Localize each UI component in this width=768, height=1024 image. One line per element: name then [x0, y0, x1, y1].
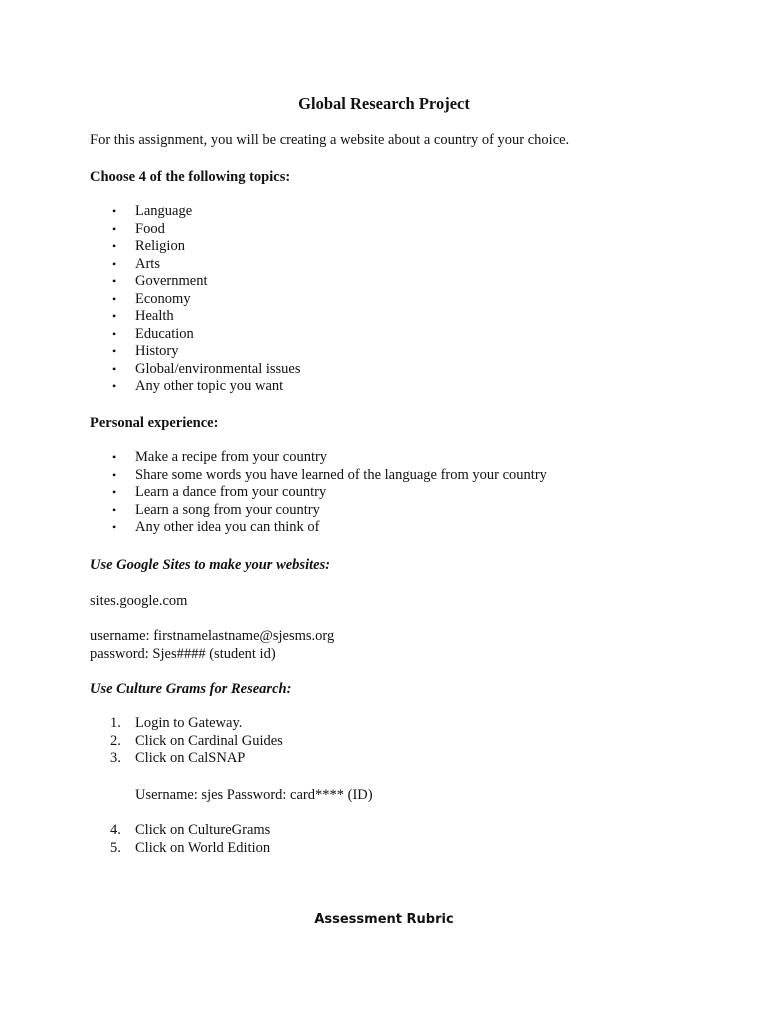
experience-heading: Personal experience:	[90, 415, 219, 431]
bullet-icon: •	[112, 309, 117, 323]
bullet-icon: •	[112, 274, 117, 288]
list-item: 5. Click on World Edition	[110, 839, 271, 856]
page-title: Global Research Project	[298, 94, 470, 113]
culture-grams-heading: Use Culture Grams for Research:	[90, 681, 292, 697]
list-item: • Any other idea you can think of	[112, 519, 320, 535]
list-item: • Food	[112, 220, 165, 237]
assessment-rubric-heading: Assessment Rubric	[314, 912, 454, 927]
bullet-icon: •	[112, 256, 117, 271]
bullet-icon: •	[112, 379, 117, 393]
list-item: • Government	[112, 273, 208, 289]
list-item: 3. Click on CalSNAP	[110, 750, 246, 766]
steps-list-second	[90, 822, 270, 857]
steps-list-first	[90, 715, 283, 768]
topics-list	[90, 203, 301, 396]
sites-url: sites.google.com	[90, 593, 188, 609]
bullet-icon: •	[112, 450, 117, 464]
bullet-icon: •	[112, 291, 117, 306]
list-item: • Language	[112, 203, 193, 219]
bullet-icon: •	[112, 361, 117, 376]
experience-list	[90, 449, 547, 537]
credentials-line: Username: sjes Password: card**** (ID)	[135, 787, 373, 803]
list-item: 4. Click on CultureGrams	[110, 822, 271, 838]
bullet-icon: •	[112, 344, 117, 358]
bullet-icon: •	[112, 326, 117, 341]
list-item: 2. Click on Cardinal Guides	[110, 732, 283, 749]
bullet-icon: •	[112, 485, 117, 499]
list-item: • Religion	[112, 238, 185, 254]
google-sites-heading: Use Google Sites to make your websites:	[90, 557, 331, 573]
list-item: • Arts	[112, 255, 160, 272]
topics-heading: Choose 4 of the following topics:	[90, 169, 291, 185]
bullet-icon: •	[112, 467, 117, 482]
bullet-icon: •	[112, 502, 117, 517]
intro-paragraph: For this assignment, you will be creating a website about a country of your choice.	[90, 132, 570, 148]
bullet-icon: •	[112, 520, 117, 534]
list-item: • Global/environmental issues	[112, 360, 301, 377]
list-item: 1. Login to Gateway.	[110, 715, 243, 731]
password-line: password: Sjes#### (student id)	[90, 646, 276, 662]
username-line: username: firstnamelastname@sjesms.org	[90, 628, 335, 644]
list-item: • Any other topic you want	[112, 378, 284, 394]
list-item: • Make a recipe from your country	[112, 449, 328, 465]
bullet-icon: •	[112, 221, 117, 236]
list-item: • History	[112, 343, 179, 359]
list-item: • Health	[112, 308, 174, 324]
bullet-icon: •	[112, 204, 117, 218]
list-item: • Learn a song from your country	[112, 501, 320, 518]
list-item: • Learn a dance from your country	[112, 484, 327, 500]
list-item: • Education	[112, 325, 194, 342]
bullet-icon: •	[112, 239, 117, 253]
list-item: • Economy	[112, 290, 191, 307]
list-item: • Share some words you have learned of the language from your country	[112, 466, 547, 483]
